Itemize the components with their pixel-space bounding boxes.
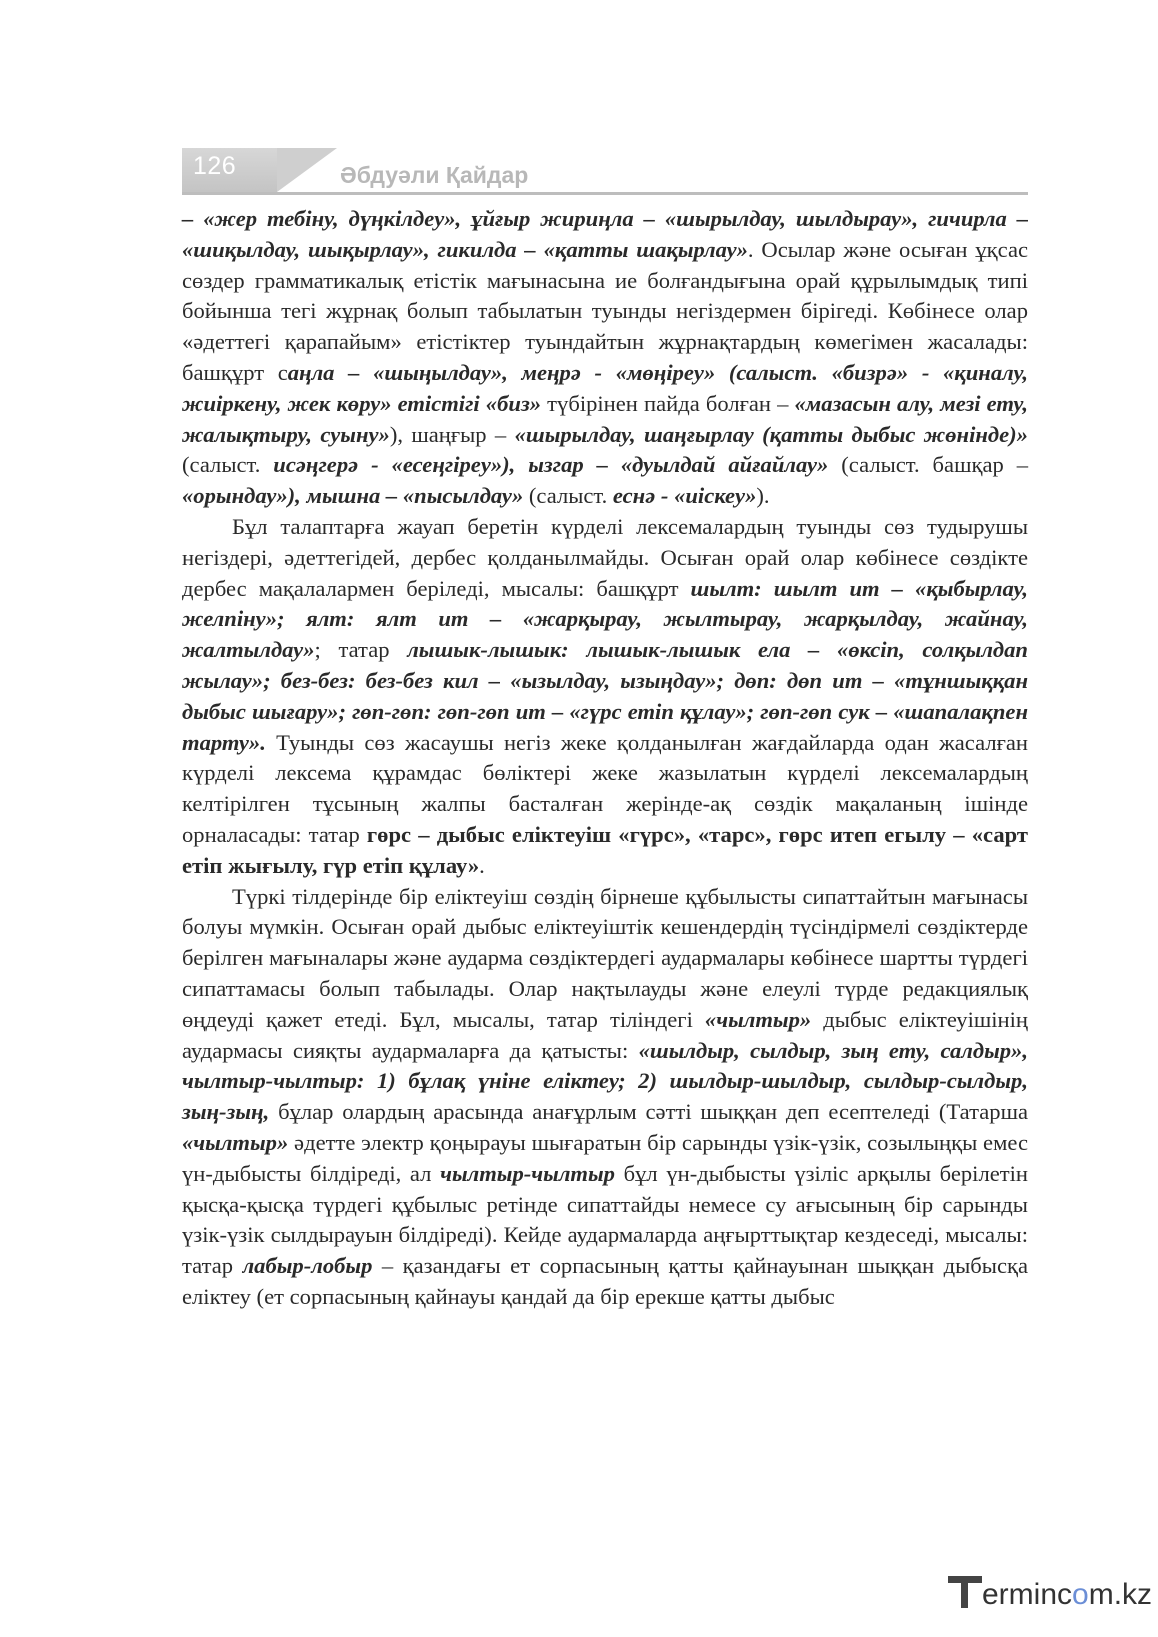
text-run: әдетте электр қоңырауы шығаратын бір сарынды үзік-үзік, созылыңқы емес үн-дыбысты білдіреді, ал — [182, 1129, 1028, 1186]
text-run: чылтыр-чылтыр — [440, 1160, 615, 1186]
text-run: гөрс – дыбыс еліктеуіш «гүрс», «тарс», гөрс итеп егылу – «сарт етіп жығылу, гүр етіп құлау» — [182, 821, 1028, 878]
text-run: ), шаңғыр – — [389, 421, 515, 447]
text-run: бұлар олардың арасында анағұрлым сәтті шыққан деп есептеледі (Татарша — [269, 1099, 1028, 1125]
text-run: (салыст. башқар – — [828, 452, 1029, 478]
termincom-logo — [948, 1574, 1152, 1624]
text-run: Бұл талаптарға жауап беретін күрделі лексемалардың туынды сөз тудырушы негіздері, әдеттегідей, дербес қолданылмайды. Осыған орай олар көбінесе сөздікте дербес мақалалармен беріледі, мысалы: башқұрт — [182, 513, 1028, 601]
text-run: «мазасын алу, мезі ету, жалықтыру, суыну» — [182, 390, 1028, 447]
text-run: «чылтыр» — [182, 1129, 289, 1155]
text-run: лабыр-лобыр — [242, 1253, 373, 1279]
text-run: (салыст. — [182, 452, 274, 478]
text-run: «чылтыр» — [704, 1006, 812, 1032]
text-run: ; татар — [314, 637, 408, 663]
text-run: . Осылар және осыған ұқсас сөздер грамматикалық етістік мағынасына ие болғандығына орай құрылымдық типі бойынша тегі жұрнақ болып табылатын туынды негіздермен бірігеді. Көбінесе олар «әдеттегі қарапайым» етістіктер туындайтын жұрнақтардың көмегімен жасалады: башқұрт с — [182, 236, 1029, 385]
text-run: – «жер тебіну, дүңкілдеу», ұйғыр жириңла – «шырылдау, шылдырау», гичирла – «шиқылдау, шықырлау», гикилда – «қатты шақырлау» — [182, 206, 1028, 262]
text-run: «орындау»), мышна – «пысылдау» — [182, 483, 524, 509]
text-run: – қазандағы ет сорпасының қатты қайнауынан шыққан дыбысқа еліктеу (ет сорпасының қайнауы қандай да бір ерекше қатты дыбыс — [182, 1253, 1028, 1309]
text-run: . — [479, 852, 485, 878]
page-body — [182, 204, 1028, 1313]
page-number: 126 — [193, 152, 237, 180]
text-run: исәңгерә - «есеңгіреу»), ызгар – «дуылдай айғайлау» — [273, 452, 829, 478]
running-head-author: Әбдуәли Қайдар — [340, 162, 529, 188]
termin-t-logo-icon — [948, 1574, 982, 1608]
text-run: «шырылдау, шаңғырлау (қатты дыбыс жөнінде)» — [514, 421, 1028, 447]
logo-text: ermincom.kz — [982, 1578, 1153, 1611]
paragraph-3 — [182, 882, 1028, 1313]
text-run: еснә - «иіскеу» — [612, 483, 757, 509]
text-run: дыбыс еліктеуішінің аудармасы сияқты аудармаларға да қатысты: — [182, 1006, 1029, 1063]
text-run: Туынды сөз жасаушы негіз жеке қолданылған жағдайларда одан жасалған күрделі лексема құрамдас бөліктері жеке жазылатын күрделі лексемалардың келтірілген тұсының жалпы басталған жерінде-ақ сөздік мақаланың ішінде орналасады: татар — [182, 729, 1028, 847]
header-divider — [182, 192, 1028, 195]
text-run: бұл үн-дыбысты үзіліс арқылы берілетін қысқа-қысқа түрдегі құбылыс ретінде сипаттайды немесе су ағысының бір сарынды үзік-үзік сылдырауын білдіреді). Кейде аудармаларда аңғырттықтар кездеседі, мысалы: татар — [182, 1160, 1028, 1279]
text-run: Түркі тілдерінде бір еліктеуіш сөздің бірнеше құбылысты сипаттайтын мағынасы болуы мүмкін. Осыған орай дыбыс еліктеуіштік кешендердің түсіндірмелі сөздіктерде берілген мағыналары және аударма сөздіктердегі аудармалары көбінесе шартты түрдегі сипаттамасы болып табылады. Олар нақтылауды және елеулі түрде редакциялық өңдеуді қажет етеді. Бұл, мысалы, татар тіліндегі — [182, 883, 1028, 1032]
text-run: шылт: шылт ит – «қыбырлау, желпіну»; ялт: ялт ит – «жарқырау, жылтырау, жарқылдау, жайнау, жалтылдау» — [182, 575, 1028, 663]
text-run: «шылдыр, сылдыр, зың ету, салдыр», чылтыр-чылтыр: 1) бұлақ үніне еліктеу; 2) шылдыр-шылдыр, сылдыр-сылдыр, зың-зың, — [182, 1037, 1028, 1125]
text-run: ). — [756, 483, 770, 509]
text-run: (салыст. — [523, 483, 613, 509]
paragraph-1 — [182, 204, 1028, 512]
text-run: лышык-лышык: лышык-лышык ела – «өксіп, солқылдап жылау»; без-без: без-без кил – «ызылдау, ызыңдау»; дөп: дөп ит – «тұншыққан дыбыс шығару»; гөп-гөп: гөп-гөп ит – «гүрс етіп құлау»; гөп-гөп сук – «шапалақпен тарту». — [182, 637, 1028, 755]
paragraph-2 — [182, 512, 1028, 882]
text-run: түбірінен пайда болған – — [541, 390, 795, 416]
header-tab-arrow — [277, 148, 337, 192]
text-run: аңла – «шыңылдау», меңрә - «мөңіреу» (салыст. «бизрә» - «қиналу, жиіркену, жек көру» етістігі «биз» — [182, 359, 1028, 416]
